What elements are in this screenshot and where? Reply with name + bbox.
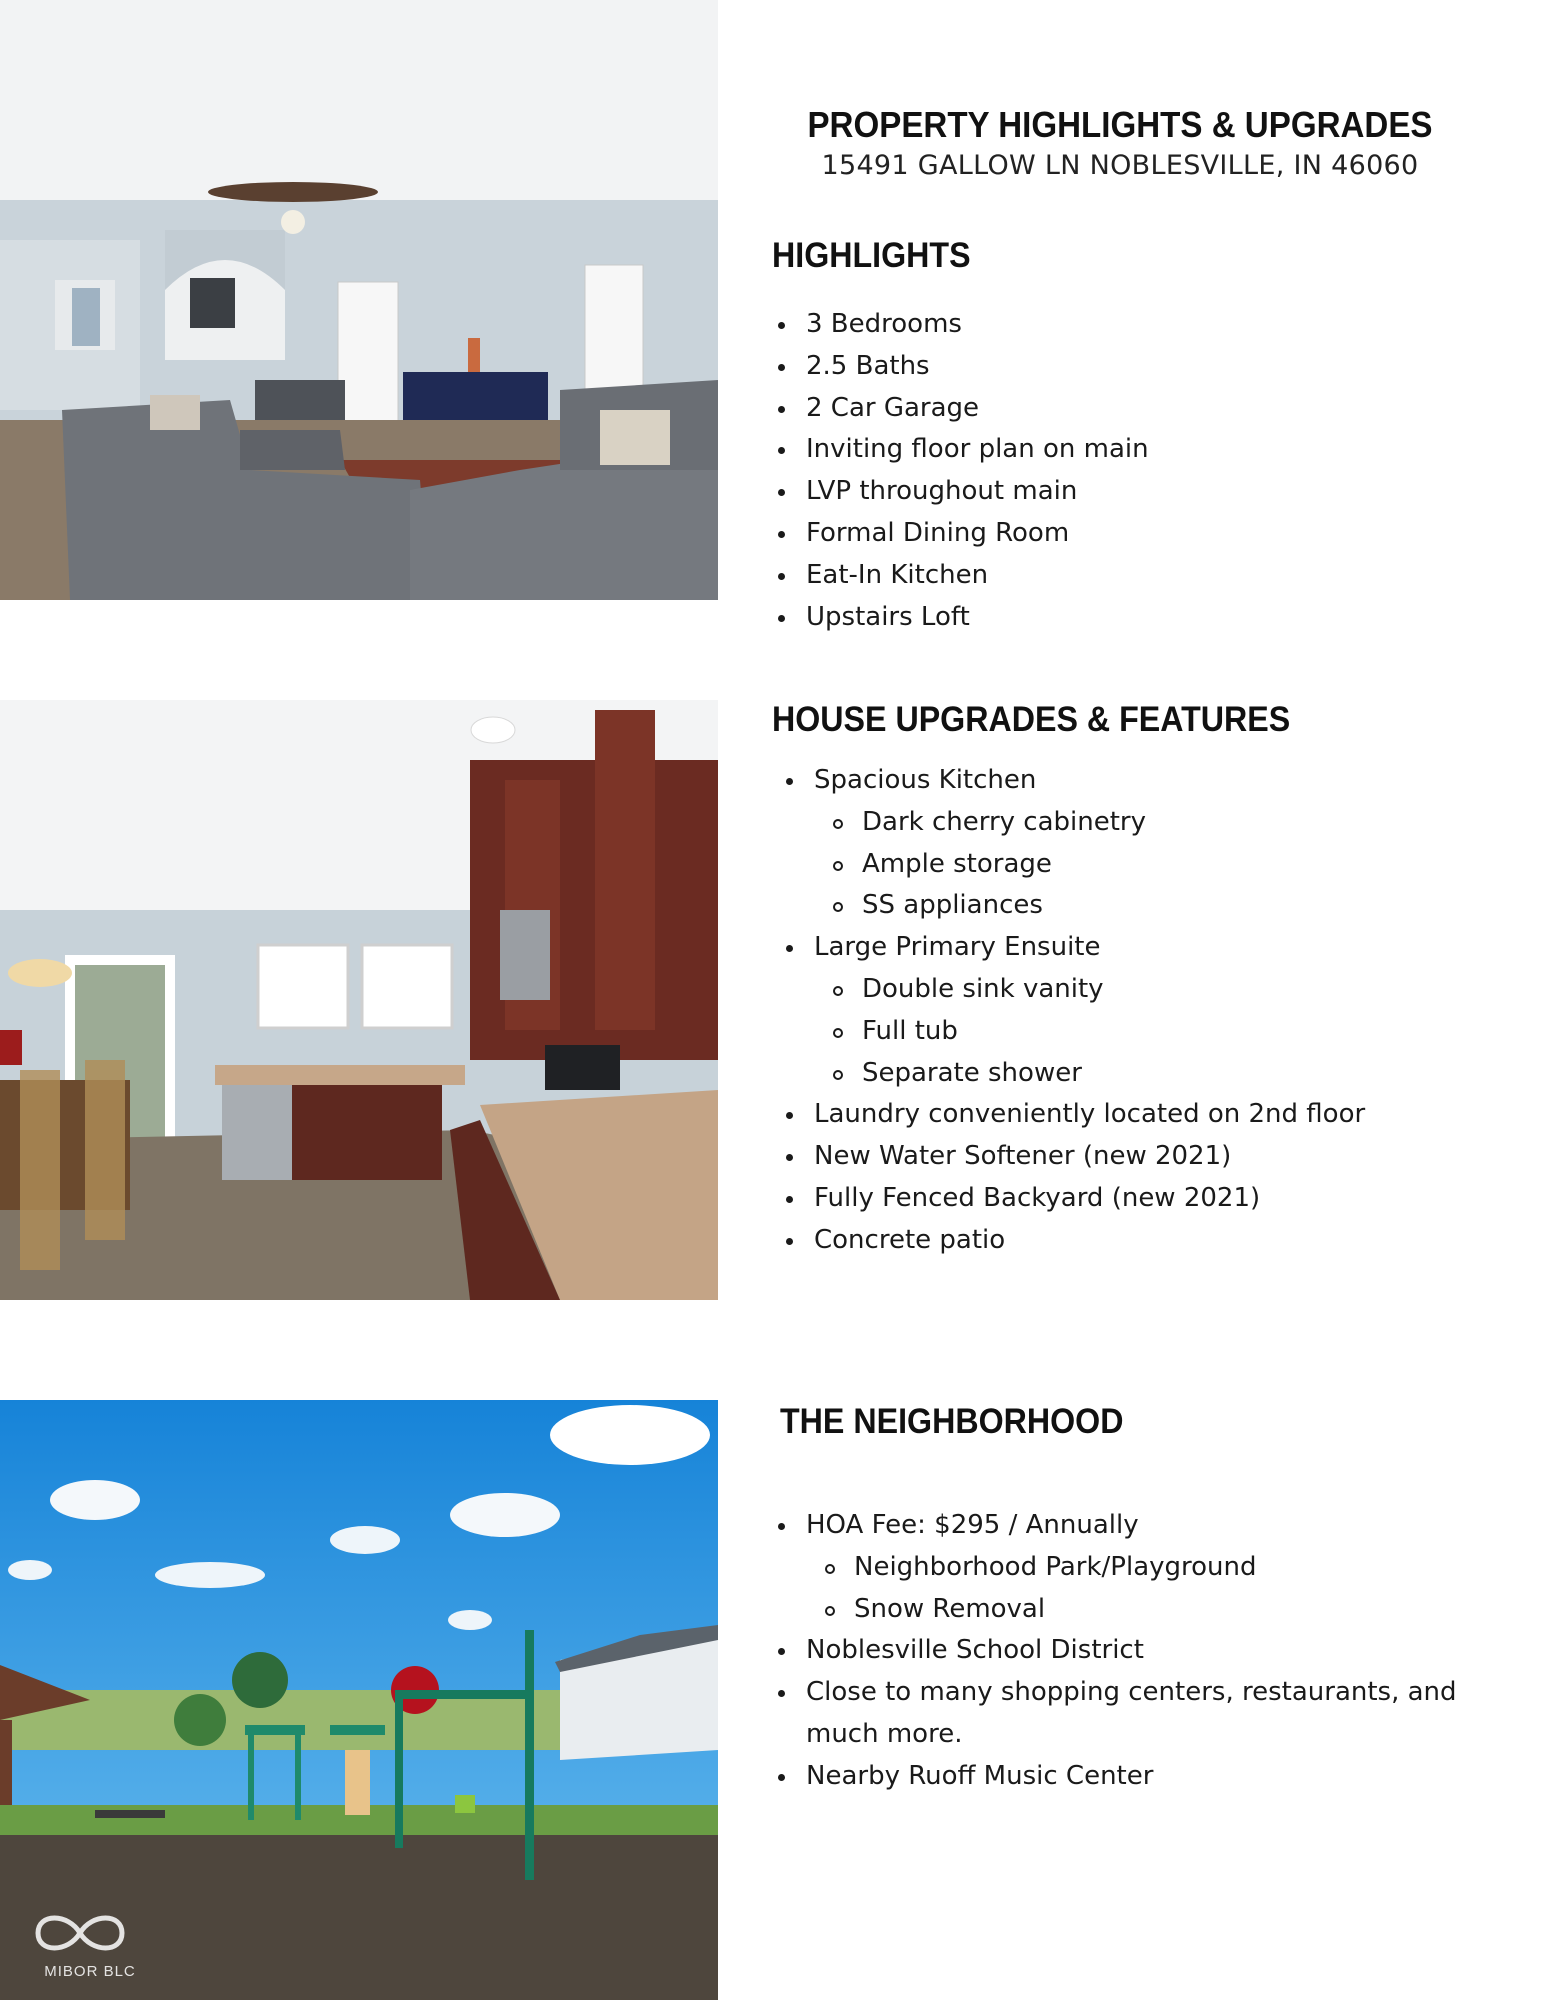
list-item: LVP throughout main — [772, 471, 1472, 513]
watermark-text: MIBOR BLC — [44, 1963, 136, 1980]
list-item: HOA Fee: $295 / Annually — [772, 1505, 1492, 1547]
list-item: Formal Dining Room — [772, 513, 1472, 555]
list-item: Noblesville School District — [772, 1630, 1492, 1672]
list-item: Large Primary Ensuite — [780, 927, 1500, 969]
page-title: PROPERTY HIGHLIGHTS & UPGRADES — [807, 104, 1433, 145]
list-item: Fully Fenced Backyard (new 2021) — [780, 1178, 1500, 1220]
list-item: Spacious Kitchen — [780, 760, 1500, 802]
neighborhood-list — [772, 1505, 1492, 1798]
kitchen-photo — [0, 700, 718, 1300]
upgrades-list — [780, 760, 1500, 1262]
list-item: 2.5 Baths — [772, 346, 1472, 388]
list-item: Close to many shopping centers, restaurants, and much more. — [772, 1672, 1492, 1756]
list-item: Nearby Ruoff Music Center — [772, 1756, 1492, 1798]
sub-list-item: SS appliances — [780, 885, 1500, 927]
sub-list-item: Neighborhood Park/Playground — [772, 1547, 1492, 1589]
living-room-photo — [0, 0, 718, 600]
sub-list-item: Ample storage — [780, 844, 1500, 886]
kitchen-illustration — [0, 700, 718, 1300]
sub-list-item: Separate shower — [780, 1053, 1500, 1095]
neighborhood-heading: THE NEIGHBORHOOD — [780, 1402, 1124, 1441]
list-item: Concrete patio — [780, 1220, 1500, 1262]
property-address: 15491 GALLOW LN NOBLESVILLE, IN 46060 — [821, 150, 1419, 181]
list-item: 2 Car Garage — [772, 388, 1472, 430]
living-room-illustration — [0, 0, 718, 600]
list-item: New Water Softener (new 2021) — [780, 1136, 1500, 1178]
list-item: 3 Bedrooms — [772, 304, 1472, 346]
highlights-list — [772, 304, 1472, 638]
highlights-heading: HIGHLIGHTS — [772, 236, 971, 275]
upgrades-heading: HOUSE UPGRADES & FEATURES — [772, 700, 1291, 739]
sub-list-item: Full tub — [780, 1011, 1500, 1053]
list-item: Inviting floor plan on main — [772, 429, 1472, 471]
list-item: Laundry conveniently located on 2nd floor — [780, 1094, 1500, 1136]
sub-list-item: Double sink vanity — [780, 969, 1500, 1011]
sub-list-item: Dark cherry cabinetry — [780, 802, 1500, 844]
mibor-watermark — [30, 1905, 160, 1995]
infinity-logo-icon — [30, 1905, 130, 1961]
sub-list-item: Snow Removal — [772, 1589, 1492, 1631]
list-item: Upstairs Loft — [772, 597, 1472, 639]
list-item: Eat-In Kitchen — [772, 555, 1472, 597]
